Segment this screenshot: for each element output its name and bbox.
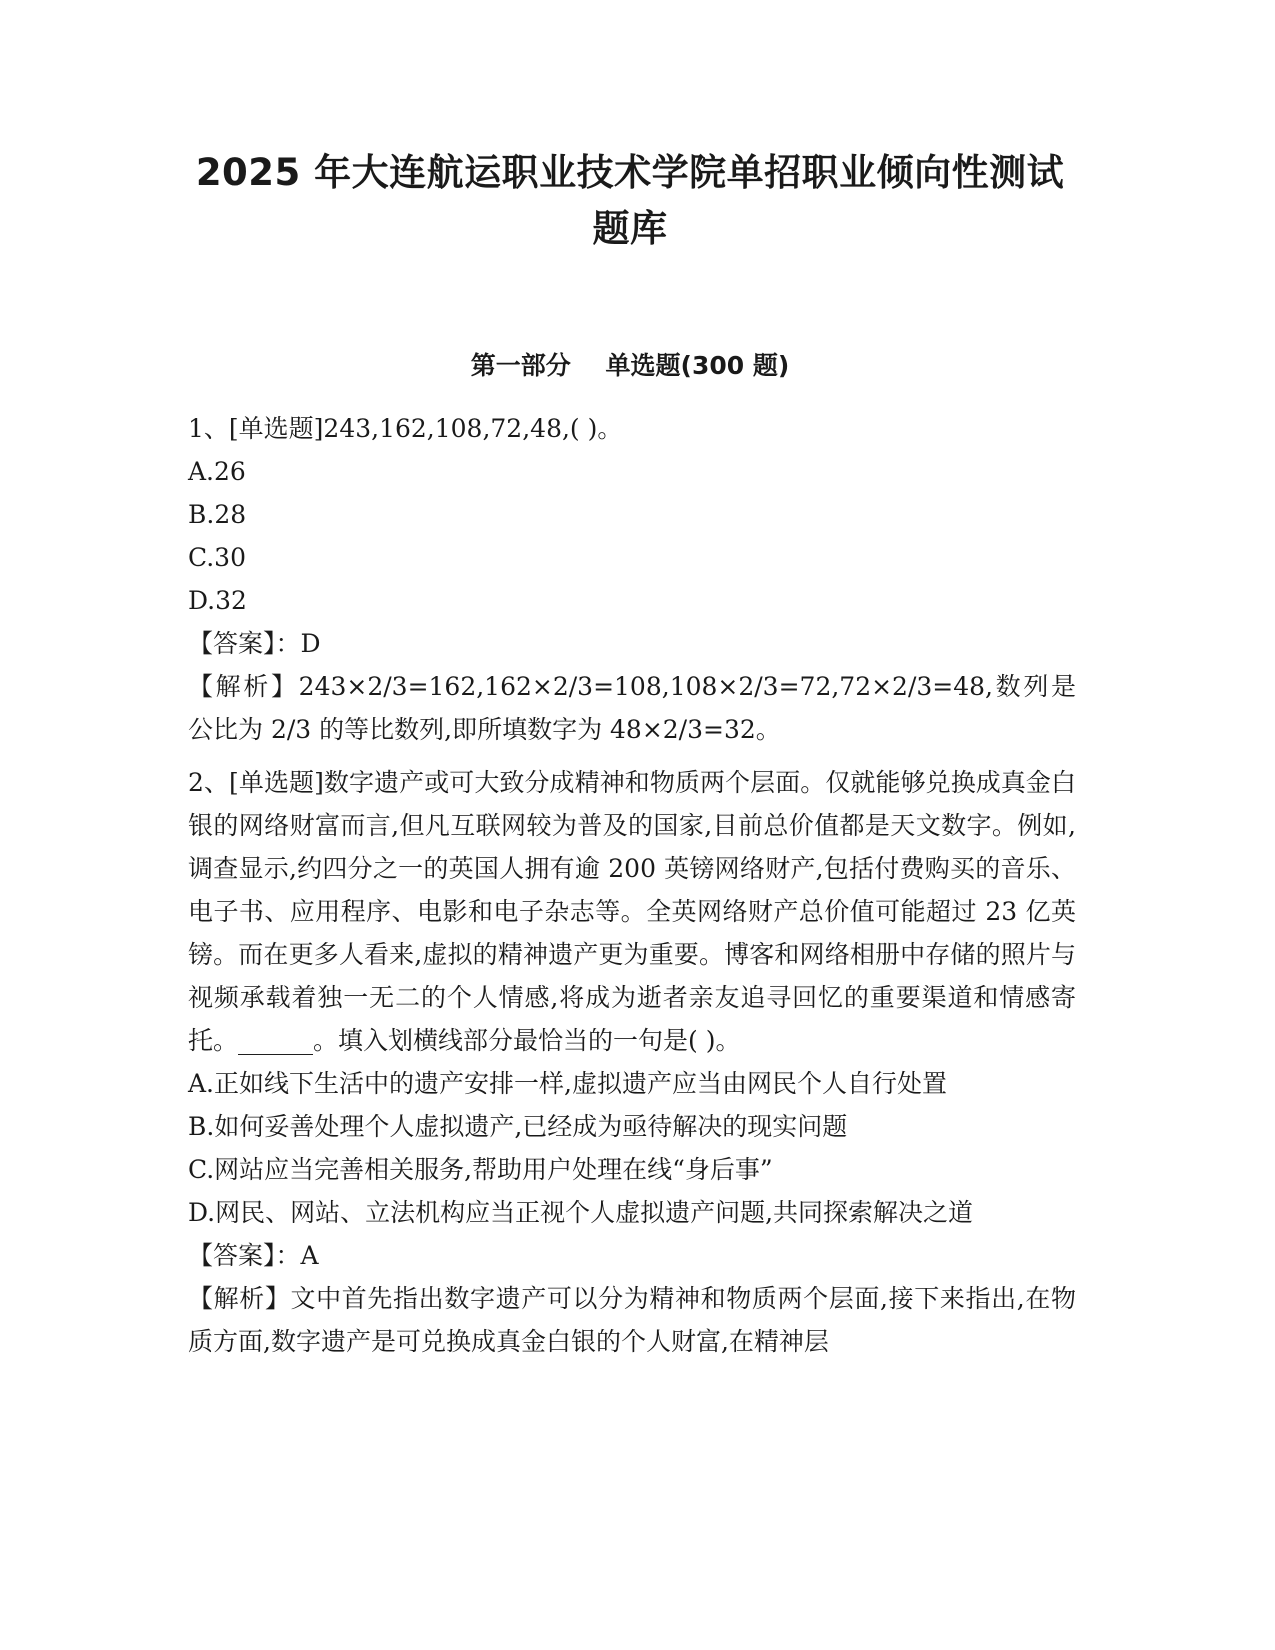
option-a: A.26 — [188, 457, 246, 486]
option-d: D.32 — [188, 586, 247, 615]
analysis-text: 243×2/3=162,162×2/3=108,108×2/3=72,72×2/3=48,数列是公比为 2/3 的等比数列,即所填数字为 48×2/3=32。 — [188, 672, 1076, 744]
document-title: 2025 年大连航运职业技术学院单招职业倾向性测试题库 — [195, 151, 1065, 250]
answer-label: 【答案】： — [188, 629, 301, 658]
analysis-label: 【解析】 — [188, 672, 299, 701]
option-b: B.28 — [188, 500, 247, 529]
option-c: C.网站应当完善相关服务,帮助用户处理在线“身后事” — [188, 1155, 773, 1184]
question-1 — [188, 407, 1076, 751]
analysis-paragraph — [188, 665, 1076, 751]
analysis-paragraph — [188, 1277, 1076, 1363]
question-2 — [188, 761, 1076, 1363]
analysis-text: 文中首先指出数字遗产可以分为精神和物质两个层面,接下来指出,在物质方面,数字遗产是可兑换成真金白银的个人财富,在精神层 — [188, 1284, 1076, 1356]
option-a: A.正如线下生活中的遗产安排一样,虚拟遗产应当由网民个人自行处置 — [188, 1069, 947, 1098]
answer-label: 【答案】： — [188, 1241, 301, 1270]
option-c: C.30 — [188, 543, 246, 572]
answer-value: D — [300, 629, 321, 658]
answer-value: A — [300, 1241, 319, 1270]
section-title: 第一部分 单选题(300 题) — [470, 351, 790, 380]
question-stem: 2、[单选题]数字遗产或可大致分成精神和物质两个层面。仅就能够兑换成真金白银的网络财富而言,但凡互联网较为普及的国家,目前总价值都是天文数字。例如,调查显示,约四分之一的英国人拥有逾 200 英镑网络财产,包括付费购买的音乐、电子书、应用程序、电影和电子杂志等。全英网络财产总价值可能超过 23 亿英镑。而在更多人看来,虚拟的精神遗产更为重要。博客和网络相册中存储的照片与视频承载着独一无二的个人情感,将成为逝者亲友追寻回忆的重要渠道和情感寄托。______。填入划横线部分最恰当的一句是( )。 — [188, 768, 1076, 1055]
question-stem: 1、[单选题]243,162,108,72,48,( )。 — [188, 414, 623, 443]
question-list — [188, 407, 1076, 1363]
option-d: D.网民、网站、立法机构应当正视个人虚拟遗产问题,共同探索解决之道 — [188, 1198, 974, 1227]
answer-line — [188, 622, 1076, 665]
answer-line — [188, 1234, 1076, 1277]
option-b: B.如何妥善处理个人虚拟遗产,已经成为亟待解决的现实问题 — [188, 1112, 848, 1141]
analysis-label: 【解析】 — [188, 1284, 291, 1313]
